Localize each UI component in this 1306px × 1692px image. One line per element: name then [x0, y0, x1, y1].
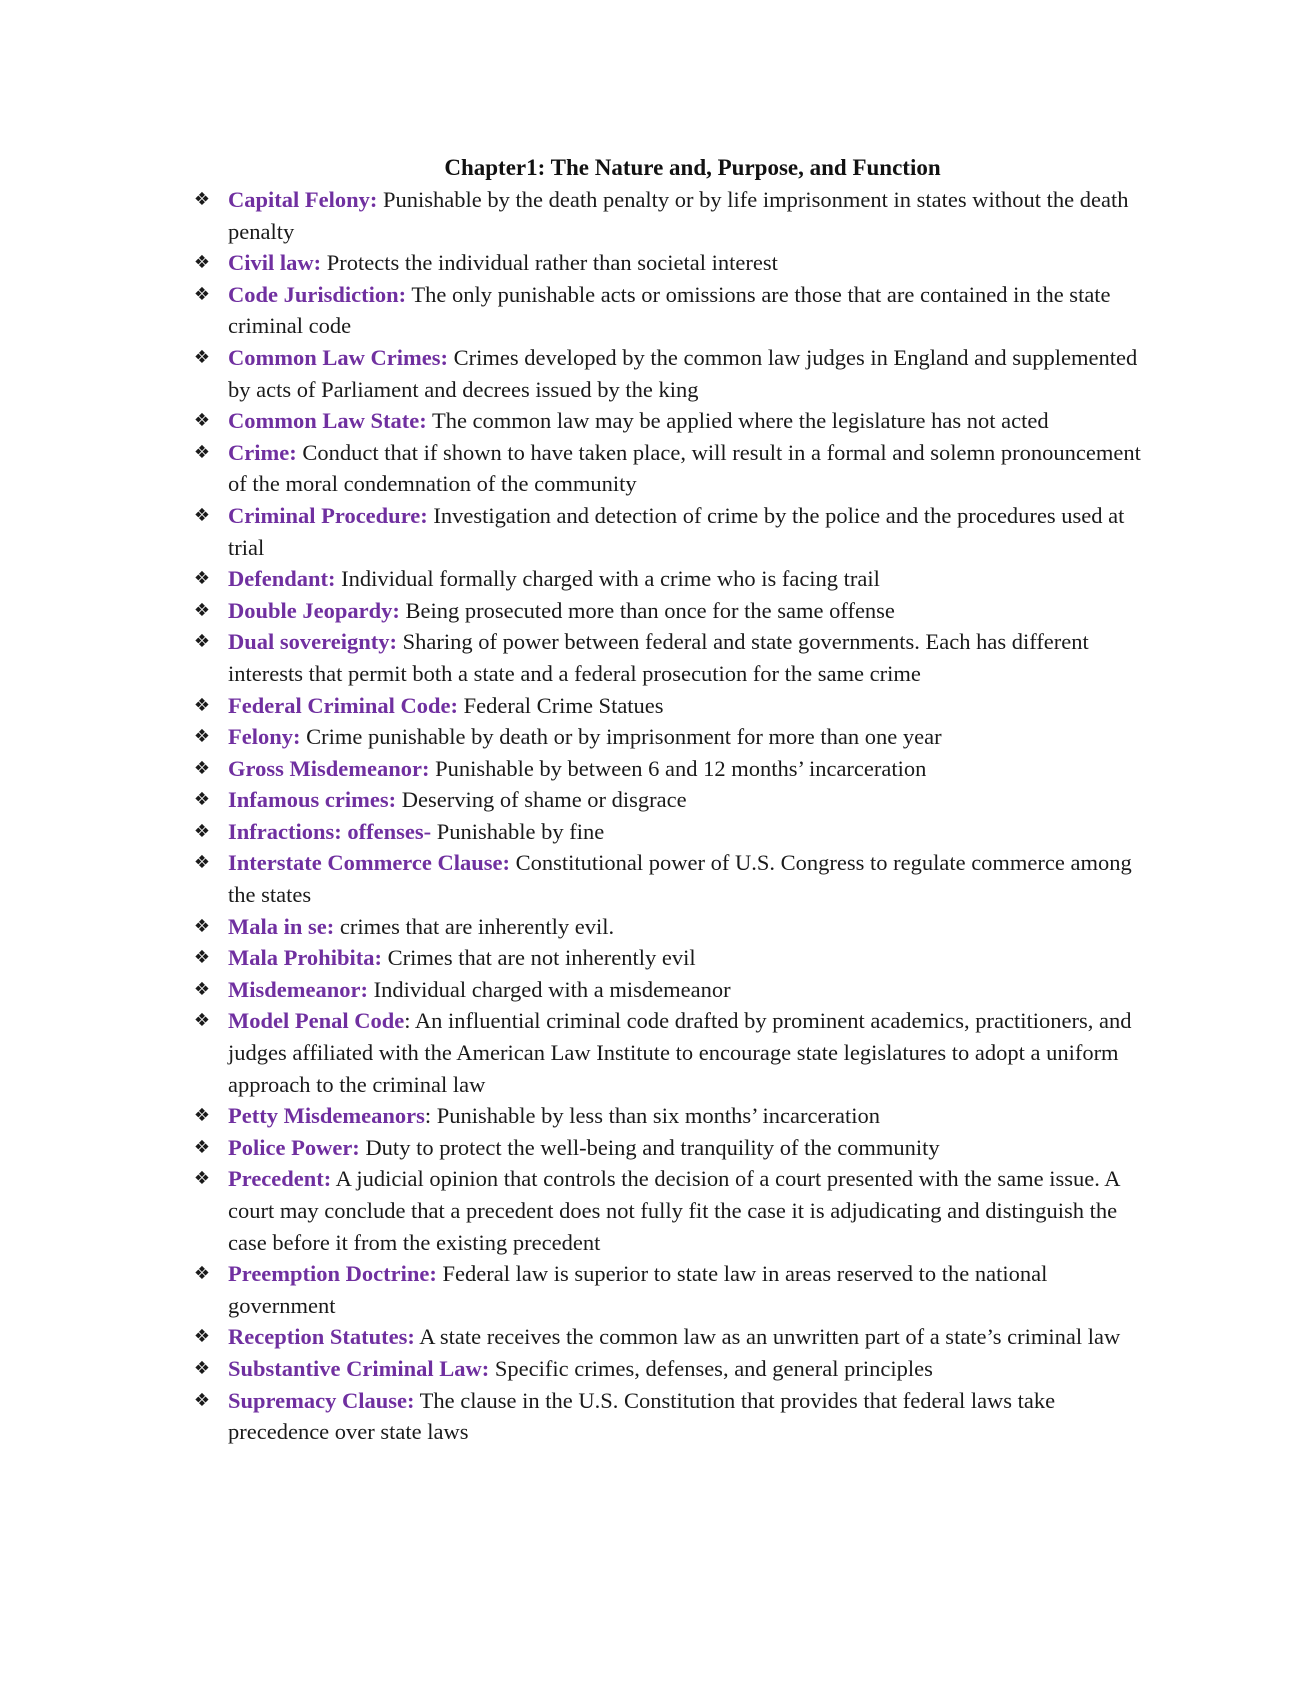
- glossary-definition: Protects the individual rather than societal interest: [321, 250, 778, 276]
- four-diamond-bullet-icon: ❖: [193, 410, 211, 432]
- glossary-term: Infamous crimes:: [228, 787, 397, 813]
- glossary-term: Interstate Commerce Clause:: [228, 850, 510, 876]
- glossary-list: [190, 184, 1150, 1448]
- four-diamond-bullet-icon: ❖: [193, 1136, 211, 1158]
- glossary-definition: Punishable by fine: [431, 818, 605, 844]
- glossary-entry: [190, 1321, 1150, 1353]
- four-diamond-bullet-icon: ❖: [193, 757, 211, 779]
- glossary-definition: The common law may be applied where the legislature has not acted: [426, 408, 1049, 434]
- four-diamond-bullet-icon: ❖: [193, 346, 211, 368]
- four-diamond-bullet-icon: ❖: [193, 1326, 211, 1348]
- glossary-definition: Deserving of shame or disgrace: [396, 787, 687, 813]
- four-diamond-bullet-icon: ❖: [193, 1389, 211, 1411]
- glossary-entry: [190, 1163, 1150, 1258]
- four-diamond-bullet-icon: ❖: [193, 1105, 211, 1127]
- glossary-definition: : Punishable by less than six months’ incarceration: [424, 1103, 880, 1129]
- glossary-entry: [190, 816, 1150, 848]
- glossary-term: Civil law:: [228, 250, 322, 276]
- four-diamond-bullet-icon: ❖: [193, 789, 211, 811]
- glossary-term: Gross Misdemeanor:: [228, 755, 430, 781]
- glossary-definition: A judicial opinion that controls the decision of a court presented with the same issue. A court may conclude that a precedent does not fully fit the case it is adjudicating and distinguish the case before it from the existing precedent: [228, 1166, 1120, 1255]
- glossary-term: Crime:: [228, 439, 297, 465]
- glossary-term: Criminal Procedure:: [228, 502, 428, 528]
- glossary-entry: [190, 405, 1150, 437]
- glossary-term: Petty Misdemeanors: [228, 1103, 425, 1129]
- glossary-definition: The only punishable acts or omissions are those that are contained in the state criminal code: [228, 281, 1111, 339]
- four-diamond-bullet-icon: ❖: [193, 189, 211, 210]
- four-diamond-bullet-icon: ❖: [193, 568, 211, 590]
- glossary-entry: [190, 342, 1150, 405]
- glossary-term: Capital Felony:: [228, 187, 378, 212]
- glossary-definition: Individual charged with a misdemeanor: [367, 976, 731, 1002]
- glossary-entry: [190, 690, 1150, 722]
- glossary-definition: Constitutional power of U.S. Congress to regulate commerce among the states: [228, 850, 1132, 908]
- glossary-term: Supremacy Clause:: [228, 1387, 415, 1413]
- glossary-entry: [190, 595, 1150, 627]
- glossary-definition: Being prosecuted more than once for the same offense: [399, 597, 895, 623]
- glossary-entry: [190, 847, 1150, 910]
- glossary-entry: [190, 279, 1150, 342]
- glossary-term: Model Penal Code: [228, 1008, 405, 1034]
- four-diamond-bullet-icon: ❖: [193, 1357, 211, 1379]
- glossary-definition: Federal Crime Statues: [457, 692, 664, 718]
- glossary-entry: [190, 911, 1150, 943]
- glossary-definition: Crimes developed by the common law judges in England and supplemented by acts of Parliament and decrees issued by the king: [228, 344, 1138, 402]
- glossary-term: Dual sovereignty:: [228, 629, 397, 655]
- page-title: Chapter1: The Nature and, Purpose, and Function: [444, 155, 941, 180]
- glossary-definition: Punishable by the death penalty or by life imprisonment in states without the death penalty: [228, 187, 1129, 244]
- glossary-entry: [190, 500, 1150, 563]
- four-diamond-bullet-icon: ❖: [193, 947, 211, 969]
- glossary-definition: A state receives the common law as an unwritten part of a state’s criminal law: [414, 1324, 1121, 1350]
- glossary-entry: [190, 563, 1150, 595]
- glossary-term: Defendant:: [228, 566, 336, 592]
- glossary-term: Preemption Doctrine:: [228, 1261, 437, 1287]
- glossary-term: Police Power:: [228, 1134, 360, 1160]
- four-diamond-bullet-icon: ❖: [193, 726, 211, 748]
- glossary-entry: [190, 184, 1150, 247]
- glossary-entry: [190, 1100, 1150, 1132]
- glossary-term: Felony:: [228, 724, 301, 750]
- glossary-definition: Duty to protect the well-being and tranquility of the community: [359, 1134, 940, 1160]
- glossary-definition: Specific crimes, defenses, and general principles: [489, 1355, 933, 1381]
- glossary-term: Reception Statutes:: [228, 1324, 415, 1350]
- four-diamond-bullet-icon: ❖: [193, 1010, 211, 1032]
- four-diamond-bullet-icon: ❖: [193, 599, 211, 621]
- four-diamond-bullet-icon: ❖: [193, 694, 211, 716]
- four-diamond-bullet-icon: ❖: [193, 1168, 211, 1190]
- glossary-definition: The clause in the U.S. Constitution that provides that federal laws take precedence over state laws: [228, 1387, 1056, 1445]
- glossary-term: Infractions: offenses-: [228, 818, 432, 844]
- glossary-definition: Crime punishable by death or by imprisonment for more than one year: [300, 724, 942, 750]
- four-diamond-bullet-icon: ❖: [193, 441, 211, 463]
- glossary-entry: [190, 942, 1150, 974]
- four-diamond-bullet-icon: ❖: [193, 1263, 211, 1285]
- glossary-term: Federal Criminal Code:: [228, 692, 458, 718]
- glossary-entry: [190, 1005, 1150, 1100]
- glossary-definition: Crimes that are not inherently evil: [381, 945, 696, 971]
- glossary-term: Mala Prohibita:: [228, 945, 382, 971]
- glossary-definition: Investigation and detection of crime by the police and the procedures used at trial: [228, 502, 1125, 560]
- glossary-definition: Sharing of power between federal and state governments. Each has different interests that permit both a state and a federal prosecution for the same crime: [228, 629, 1089, 686]
- glossary-entry: [190, 784, 1150, 816]
- four-diamond-bullet-icon: ❖: [193, 820, 211, 842]
- glossary-definition: Punishable by between 6 and 12 months’ incarceration: [429, 755, 927, 781]
- glossary-entry: [190, 437, 1150, 500]
- glossary-definition: : An influential criminal code drafted by prominent academics, practitioners, and judges affiliated with the American Law Institute to encourage state legislatures to adopt a uniform approach to the criminal law: [228, 1008, 1132, 1097]
- glossary-entry: [190, 1258, 1150, 1321]
- glossary-term: Common Law Crimes:: [228, 344, 448, 370]
- four-diamond-bullet-icon: ❖: [193, 915, 211, 937]
- glossary-term: Misdemeanor:: [228, 976, 368, 1002]
- glossary-definition: Individual formally charged with a crime who is facing trail: [335, 566, 880, 592]
- glossary-entry: [190, 1132, 1150, 1164]
- glossary-entry: [190, 974, 1150, 1006]
- glossary-term: Precedent:: [228, 1166, 332, 1192]
- glossary-term: Substantive Criminal Law:: [228, 1355, 490, 1381]
- glossary-entry: [190, 247, 1150, 279]
- four-diamond-bullet-icon: ❖: [193, 852, 211, 874]
- glossary-definition: Federal law is superior to state law in areas reserved to the national government: [228, 1261, 1048, 1318]
- glossary-term: Mala in se:: [228, 913, 335, 939]
- glossary-definition: Conduct that if shown to have taken place, will result in a formal and solemn pronouncement of the moral condemnation of the community: [228, 439, 1141, 497]
- four-diamond-bullet-icon: ❖: [193, 252, 211, 274]
- glossary-term: Double Jeopardy:: [228, 597, 400, 623]
- glossary-term: Common Law State:: [228, 408, 427, 434]
- glossary-entry: [190, 753, 1150, 785]
- glossary-term: Code Jurisdiction:: [228, 281, 407, 307]
- glossary-definition: crimes that are inherently evil.: [334, 913, 615, 939]
- glossary-entry: [190, 1385, 1150, 1448]
- glossary-entry: [190, 626, 1150, 689]
- four-diamond-bullet-icon: ❖: [193, 978, 211, 1000]
- four-diamond-bullet-icon: ❖: [193, 283, 211, 305]
- glossary-entry: [190, 721, 1150, 753]
- four-diamond-bullet-icon: ❖: [193, 631, 211, 653]
- glossary-entry: [190, 1353, 1150, 1385]
- four-diamond-bullet-icon: ❖: [193, 504, 211, 526]
